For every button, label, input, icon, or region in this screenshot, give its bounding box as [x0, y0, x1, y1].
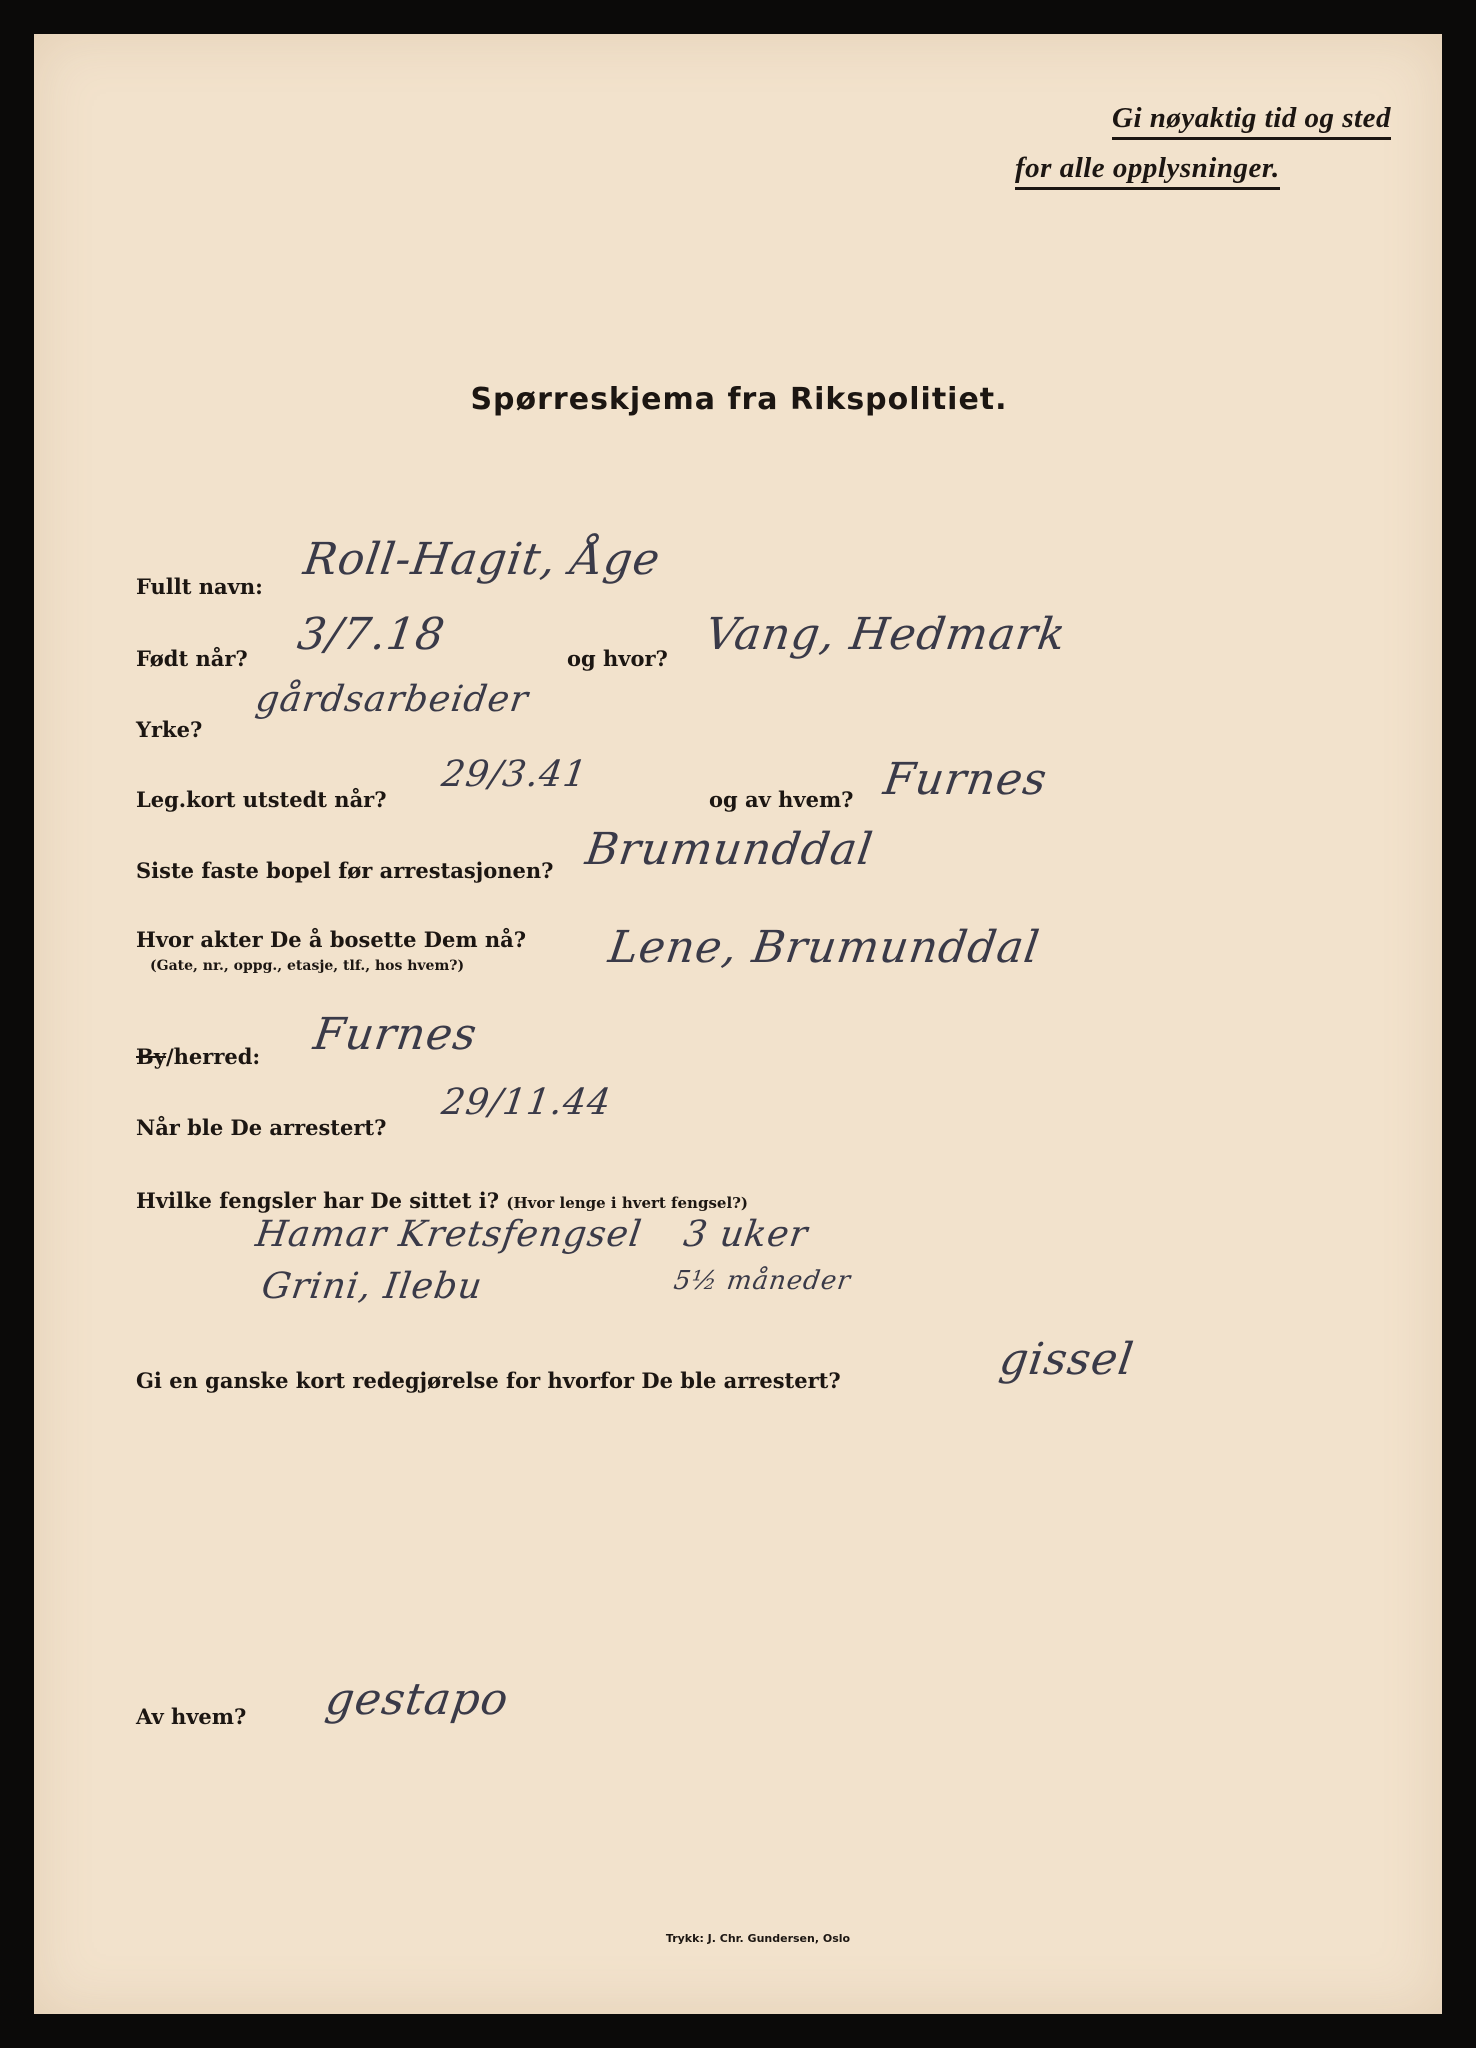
arrested-when-label: Når ble De arrestert?	[136, 1115, 387, 1140]
prisons-question: Hvilke fengsler har De sittet i?	[136, 1188, 500, 1213]
id-when-answer: 29/3.41	[439, 754, 590, 795]
prisons-hint: (Hvor lenge i hvert fengsel?)	[506, 1194, 749, 1212]
arrested-when-answer: 29/11.44	[439, 1082, 614, 1123]
id-by-answer: Furnes	[880, 754, 1051, 805]
by-struck-text: By	[136, 1044, 166, 1069]
prison-1-time: 3 uker	[681, 1214, 811, 1255]
settle-answer: Lene, Brumunddal	[605, 922, 1043, 973]
prison-1-answer: Hamar Kretsfengsel	[253, 1214, 645, 1255]
settle-hint: (Gate, nr., oppg., etasje, tlf., hos hvem?)	[150, 958, 465, 974]
reason-answer: gissel	[996, 1334, 1138, 1385]
occupation-answer: gårdsarbeider	[253, 679, 532, 720]
instruction-note-line1: Gi nøyaktig tid og sted	[1015, 102, 1391, 140]
born-when-answer: 3/7.18	[294, 609, 449, 660]
name-answer: Roll-Hagit, Åge	[300, 534, 664, 585]
settle-label: Hvor akter De å bosette Dem nå?	[136, 927, 527, 952]
prison-2-time: 5½ måneder	[671, 1266, 853, 1296]
last-address-label: Siste faste bopel før arrestasjonen?	[136, 858, 554, 883]
last-address-answer: Brumunddal	[582, 824, 877, 875]
by-whom-answer: gestapo	[322, 1674, 512, 1725]
prisons-label	[136, 1188, 748, 1213]
born-where-label: og hvor?	[567, 646, 668, 671]
questionnaire-sheet	[34, 34, 1442, 2014]
prison-2-answer: Grini, Ilebu	[259, 1266, 486, 1307]
born-when-label: Født når?	[136, 646, 248, 671]
id-when-label: Leg.kort utstedt når?	[136, 787, 387, 812]
id-by-label: og av hvem?	[709, 787, 854, 812]
herred-answer: Furnes	[310, 1009, 481, 1060]
herred-text: /herred:	[165, 1044, 261, 1069]
printer-imprint: Trykk: J. Chr. Gundersen, Oslo	[665, 1932, 851, 1945]
occupation-label: Yrke?	[136, 717, 203, 742]
instruction-note-line2: for alle opplysninger.	[1015, 152, 1315, 190]
born-where-answer: Vang, Hedmark	[702, 609, 1070, 660]
name-label: Fullt navn:	[136, 574, 263, 599]
by-whom-label: Av hvem?	[136, 1704, 247, 1729]
form-title: Spørreskjema fra Rikspolitiet.	[470, 382, 1008, 417]
reason-label: Gi en ganske kort redegjørelse for hvorfor De ble arrestert?	[136, 1368, 841, 1393]
herred-label	[136, 1044, 260, 1069]
